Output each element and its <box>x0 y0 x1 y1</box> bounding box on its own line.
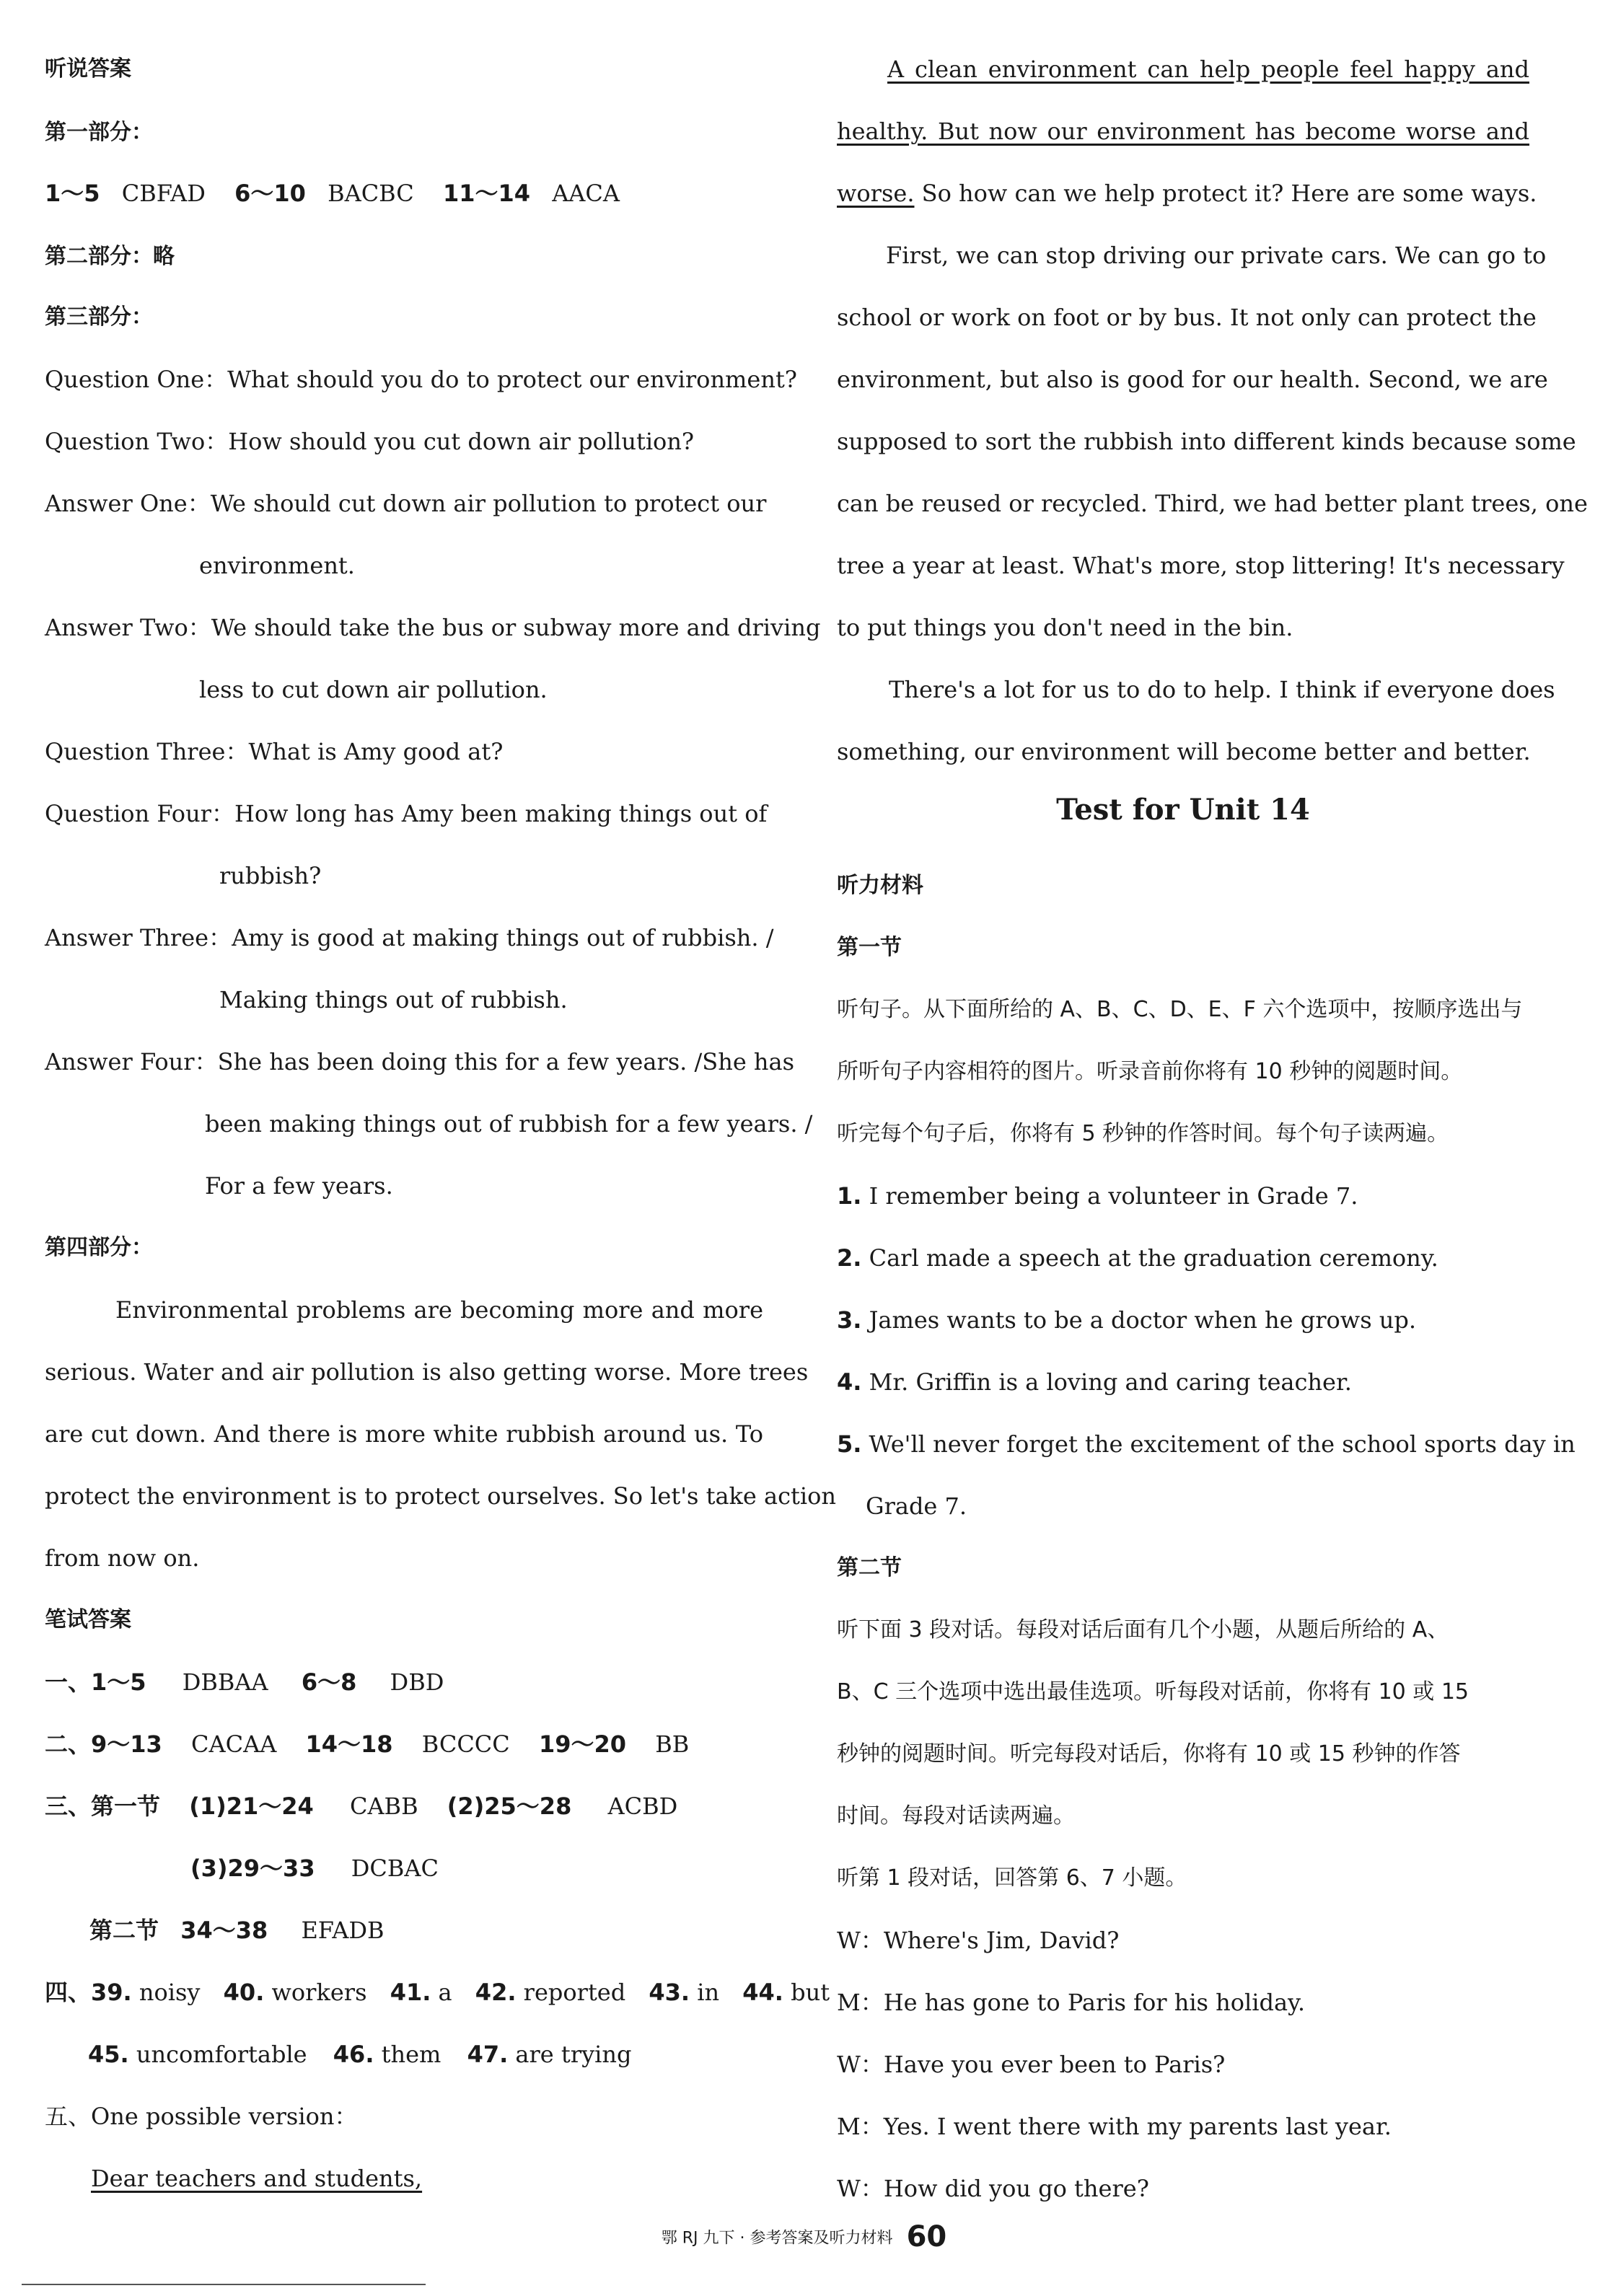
part1-answers <box>45 177 620 209</box>
answer-letters: DCBAC <box>351 1855 439 1882</box>
dialog-line: M：He has gone to Paris for his holiday. <box>837 1989 1306 2016</box>
written-section-4-row1 <box>45 1976 830 2008</box>
subsection-label: 第二节 <box>89 1917 159 1944</box>
essay-salutation: Dear teachers and students, <box>91 2165 423 2192</box>
answer-letters: ACBD <box>607 1793 678 1820</box>
section-number: 二、 <box>45 1730 92 1758</box>
essay-line: A clean environment can help people feel happy and <box>887 56 1529 83</box>
answer-range: 1～5 <box>45 180 100 207</box>
item-answer: are trying <box>515 2041 632 2068</box>
dialog-line: M：Yes. I went there with my parents last year. <box>837 2113 1392 2140</box>
section-number: 一、 <box>45 1668 92 1696</box>
answer-range: 1～5 <box>91 1668 146 1696</box>
sentence-text: James wants to be a doctor when he grows up. <box>869 1306 1417 1334</box>
item-number: 46. <box>333 2041 374 2068</box>
qa-line: environment. <box>199 552 355 579</box>
sentence-item <box>837 1366 1352 1398</box>
item-answer: in <box>697 1979 720 2006</box>
section-label: 五、One possible version： <box>45 2103 358 2130</box>
item-answer: but <box>791 1979 830 2006</box>
part4-line: are cut down. And there is more white rubbish around us. To <box>45 1420 763 1448</box>
essay-line: can be reused or recycled. Third, we had better plant trees, one <box>837 490 1588 517</box>
unit-title: Test for Unit 14 <box>1056 793 1310 827</box>
answer-range: 21～24 <box>226 1793 314 1820</box>
underlined-text: worse. <box>837 180 915 207</box>
item-number: 47. <box>467 2041 509 2068</box>
bottom-rule <box>22 2284 426 2285</box>
sentence-text: I remember being a volunteer in Grade 7. <box>869 1182 1358 1210</box>
answer-range: 34～38 <box>180 1917 268 1944</box>
qa-line: been making things out of rubbish for a few years. / <box>205 1110 813 1138</box>
answer-letters: DBD <box>390 1668 444 1696</box>
part3-label: 第三部分： <box>45 304 153 330</box>
section2-label: 第二节 <box>837 1555 902 1580</box>
qa-line: Question Four：How long has Amy been making things out of <box>45 800 768 827</box>
section1-instruction: 听句子。从下面所给的 A、B、C、D、E、F 六个选项中，按顺序选出与 <box>837 997 1523 1022</box>
answer-range: 14～18 <box>305 1730 393 1758</box>
qa-line: less to cut down air pollution. <box>199 676 548 703</box>
essay-line: tree a year at least. What's more, stop littering! It's necessary <box>837 552 1565 579</box>
qa-line: Answer One：We should cut down air pollution to protect our <box>45 490 767 517</box>
qa-line: Question Two：How should you cut down air pollution? <box>45 428 695 455</box>
sentence-text: We'll never forget the excitement of the school sports day in <box>869 1430 1576 1458</box>
item-number: 45. <box>88 2041 129 2068</box>
dialog-intro: 听第 1 段对话，回答第 6、7 小题。 <box>837 1865 1187 1891</box>
answer-range: 25～28 <box>484 1793 572 1820</box>
answer-range: 9～13 <box>91 1730 162 1758</box>
section2-instruction: B、C 三个选项中选出最佳选项。听每段对话前，你将有 10 或 15 <box>837 1679 1469 1705</box>
answer-letters: CACAA <box>191 1730 277 1758</box>
answer-range: 6～8 <box>301 1668 357 1696</box>
subsection-number: (2) <box>447 1793 485 1820</box>
essay-line: something, our environment will become better and better. <box>837 738 1531 765</box>
essay-line <box>837 177 1537 209</box>
written-section-3-part2 <box>89 1914 385 1946</box>
item-number: 2. <box>837 1244 862 1272</box>
written-section-3-row1 <box>45 1790 677 1822</box>
essay-text: So how can we help protect it? Here are some ways. <box>914 180 1537 207</box>
item-number: 44. <box>742 1979 783 2006</box>
page-number: 60 <box>906 2220 947 2253</box>
item-number: 4. <box>837 1368 862 1396</box>
sentence-item <box>837 1242 1438 1274</box>
answer-range: 6～10 <box>234 180 306 207</box>
item-answer: uncomfortable <box>136 2041 307 2068</box>
qa-line: Question One：What should you do to protect our environment? <box>45 366 797 393</box>
item-number: 1. <box>837 1182 862 1210</box>
essay-line: First, we can stop driving our private cars. We can go to <box>886 242 1547 269</box>
answer-letters: CBFAD <box>121 180 206 207</box>
item-number: 5. <box>837 1430 862 1458</box>
written-answers-heading: 笔试答案 <box>45 1607 131 1632</box>
sentence-item <box>837 1428 1576 1460</box>
subsection-number: (3) <box>190 1855 228 1882</box>
sentence-continuation: Grade 7. <box>866 1492 967 1520</box>
answer-letters: CABB <box>349 1793 418 1820</box>
essay-line: school or work on foot or by bus. It not only can protect the <box>837 304 1537 331</box>
written-section-4-row2 <box>88 2038 631 2070</box>
part4-line: Environmental problems are becoming more and more <box>115 1296 763 1324</box>
subsection-number: (1) <box>189 1793 227 1820</box>
qa-line: Answer Four：She has been doing this for a few years. /She has <box>45 1048 795 1076</box>
section2-instruction: 听下面 3 段对话。每段对话后面有几个小题，从题后所给的 A、 <box>837 1617 1449 1642</box>
part4-line: serious. Water and air pollution is also getting worse. More trees <box>45 1358 809 1386</box>
answer-range: 19～20 <box>538 1730 627 1758</box>
essay-line: healthy. But now our environment has become worse and <box>837 118 1529 145</box>
essay-line: supposed to sort the rubbish into different kinds because some <box>837 428 1576 455</box>
qa-line: Making things out of rubbish. <box>219 986 568 1013</box>
footer-text: 鄂 RJ 九下 · 参考答案及听力材料 <box>661 2229 893 2248</box>
sentence-text: Carl made a speech at the graduation ceremony. <box>869 1244 1438 1272</box>
section1-label: 第一节 <box>837 935 902 960</box>
answer-letters: BB <box>655 1730 690 1758</box>
written-section-2 <box>45 1728 689 1760</box>
item-answer: a <box>438 1979 452 2006</box>
section1-instruction: 听完每个句子后，你将有 5 秒钟的作答时间。每个句子读两遍。 <box>837 1121 1449 1146</box>
item-number: 40. <box>223 1979 265 2006</box>
essay-line: environment, but also is good for our health. Second, we are <box>837 366 1548 393</box>
sentence-item <box>837 1304 1416 1336</box>
dialog-line: W：Where's Jim, David? <box>837 1927 1120 1954</box>
part4-line: from now on. <box>45 1544 200 1572</box>
item-number: 42. <box>475 1979 517 2006</box>
page-footer <box>0 2220 1608 2253</box>
answer-range: 29～33 <box>227 1855 315 1882</box>
section-number: 四、 <box>45 1979 92 2006</box>
qa-line: Answer Two：We should take the bus or subway more and driving <box>45 614 821 641</box>
item-number: 43. <box>649 1979 690 2006</box>
part4-line: protect the environment is to protect ourselves. So let's take action <box>45 1482 836 1510</box>
item-answer: noisy <box>139 1979 201 2006</box>
dialog-line: W：Have you ever been to Paris? <box>837 2051 1226 2078</box>
item-answer: them <box>381 2041 441 2068</box>
part2-label: 第二部分：略 <box>45 244 175 269</box>
written-section-5-label <box>45 2101 357 2132</box>
answer-letters: AACA <box>552 180 620 207</box>
answer-letters: BACBC <box>328 180 414 207</box>
answer-letters: DBBAA <box>182 1668 268 1696</box>
essay-line: There's a lot for us to do to help. I think if everyone does <box>889 676 1555 703</box>
sentence-item <box>837 1180 1358 1212</box>
qa-line: Question Three：What is Amy good at? <box>45 738 504 765</box>
section2-instruction: 时间。每段对话读两遍。 <box>837 1803 1075 1829</box>
part1-label: 第一部分： <box>45 120 153 145</box>
section-number: 三、第一节 <box>45 1793 161 1820</box>
qa-line: For a few years. <box>205 1172 393 1200</box>
listening-answers-heading: 听说答案 <box>45 56 131 82</box>
item-answer: workers <box>271 1979 367 2006</box>
sentence-text: Mr. Griffin is a loving and caring teacher. <box>869 1368 1352 1396</box>
item-number: 39. <box>91 1979 132 2006</box>
written-section-3-row2 <box>190 1852 439 1884</box>
qa-line: rubbish? <box>219 862 322 889</box>
section1-instruction: 所听句子内容相符的图片。听录音前你将有 10 秒钟的阅题时间。 <box>837 1059 1463 1084</box>
listening-material-heading: 听力材料 <box>837 873 923 898</box>
section2-instruction: 秒钟的阅题时间。听完每段对话后，你将有 10 或 15 秒钟的作答 <box>837 1741 1461 1767</box>
dialog-line: W：How did you go there? <box>837 2175 1149 2202</box>
answer-range: 11～14 <box>442 180 531 207</box>
qa-line: Answer Three：Amy is good at making things out of rubbish. / <box>45 924 774 951</box>
essay-line: to put things you don't need in the bin. <box>837 614 1293 641</box>
item-answer: reported <box>523 1979 626 2006</box>
answer-letters: BCCCC <box>421 1730 510 1758</box>
part4-label: 第四部分： <box>45 1235 153 1260</box>
item-number: 41. <box>390 1979 431 2006</box>
written-section-1 <box>45 1666 444 1698</box>
item-number: 3. <box>837 1306 862 1334</box>
answer-letters: EFADB <box>301 1917 385 1944</box>
